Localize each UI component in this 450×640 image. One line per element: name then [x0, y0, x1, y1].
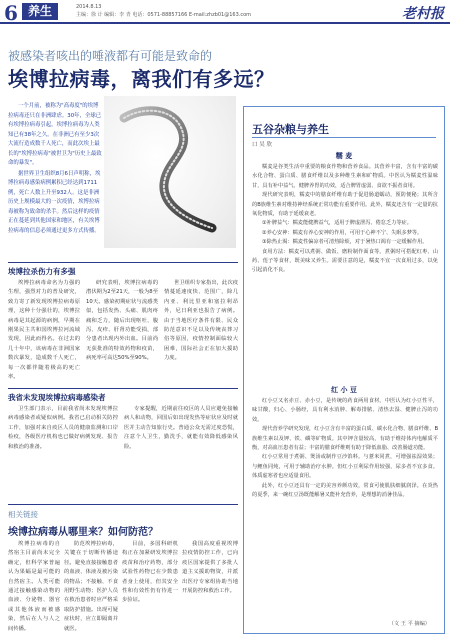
body-paragraph: 研究表明，埃博拉病毒的潜伏期为2至21天，一般为8至10天。感染初期症状与流感类似，包括发热、头痛、肌肉疼痛和乏力，随后出现呕吐、腹泻、皮疹、肝肾功能受损，部分患者出现内外出血。目前尚无获批准的特效药物和疫苗，病死率可高达50%至90%。: [86, 280, 158, 362]
section1-column-1: [8, 279, 80, 383]
article-headline: 埃博拉病毒，离我们有多远？: [8, 67, 275, 91]
section1-column-3: [164, 279, 238, 383]
sidebar-paragraph: 红小豆常用于煮粥、煲汤或制作豆沙馅料。与薏米同煮，可增强祛湿效果；与鲤鱼同炖，可用于辅助治疗水肿。但红小豆利尿作用较强，尿多者不宜多食。体质虚寒者也应适量食用。: [252, 454, 438, 480]
body-paragraph: 专家提醒，近期前往疫区的人员应避免接触病人和动物，回国后如出现发热等症状应及时就医并主动告知旅行史。普通公众无需过度恐慌，注意个人卫生，勤洗手，就能有效降低感染风险。: [124, 406, 238, 450]
sidebar-rule: [252, 137, 436, 138]
sidebar-paragraph: 此外，红小豆还具有一定的美容养颜功效，常食可使肌肤细腻润泽。在炎热的夏季，来一碗红豆汤既能解暑又能补充营养，是理想的消暑佳品。: [252, 482, 438, 499]
section3-column-2: [64, 540, 118, 636]
body-paragraph: 埃博拉病毒命名为力强的生理，强烈对力的普及研究，致力寄了新发现埃博拉病毒原理，这种十分强壮的，埃博拉病毒是其起源的病例，早期在刚果民主共和国埃博拉河流域发现，因此而得名。在过去的几十年中，该病毒在非洲国家数次暴发，造成数千人死亡，每一次都伴随着极高的死亡率。: [8, 280, 80, 381]
sidebar-paragraph: ②养心安神：糯麦有养心安神的作用，可用于心神不宁、失眠多梦等。: [262, 229, 423, 236]
sidebar-title: 五谷杂粮与养生: [252, 123, 329, 136]
sidebar-signature: （文 王 平 摘编）: [388, 621, 430, 627]
section3-column-4: [182, 540, 238, 636]
section2-column-2: [124, 405, 238, 499]
section-label: 养生: [22, 3, 58, 20]
section3-column-3: [122, 540, 178, 636]
article-lead: [8, 102, 102, 237]
section2-column-1: [8, 405, 118, 499]
sidebar-paragraph: 红小豆又名赤豆、赤小豆，是传统的药食两用食材。中医认为红小豆性平，味甘酸，归心、小肠经，具有利水消肿、解毒排脓、清热去湿、健脾止泻的功效。: [252, 398, 438, 423]
section-rule: [8, 262, 238, 263]
header-date: 2014.8.13: [76, 4, 102, 10]
body-paragraph: 防范埃博拉病毒，关键在于切断传播途径。避免直接接触患者的血液、体液及被污染的物品；不接触、不食用野生动物；医护人员在救治患者时应严格采取防护措施。出现可疑症状时，应立即隔离并就医。: [64, 541, 118, 632]
virus-illustration: [104, 96, 236, 248]
page-number: 6: [4, 1, 18, 25]
section-rule: [8, 388, 238, 389]
body-paragraph: 目前，多国科研机构正在加紧研发埃博拉疫苗和治疗药物，部分试验性药物已在少数患者身上使用，但其安全性和有效性仍有待进一步验证。: [122, 541, 178, 604]
sidebar-text-2: [252, 397, 438, 619]
section1-heading: 埃博拉杀伤力有多强: [8, 267, 76, 276]
section3-heading: 埃博拉病毒从哪里来？如何防范？: [8, 527, 158, 538]
sidebar-paragraph: ①补脾益气：糯麦能健脾益气，适用于脾虚泄泻、倦怠乏力等症。: [262, 220, 412, 227]
sidebar-paragraph: 糯麦是谷类生活中重要的粮食作物和营养食品。其营养丰富，含有丰富的碳水化合物、蛋白质、膳食纤维以及多种维生素和矿物质。中医认为糯麦性温味甘，具有补中益气、健脾养胃的功效，适合脾胃虚弱、食欲不振者食用。: [252, 164, 438, 189]
header-editors: 主编：徐 计 编辑：李 青 电话：0571-88857166 E-mail:zhzb01@163.com: [76, 12, 252, 18]
sidebar-subheading-2: 红 小 豆: [331, 386, 357, 394]
body-paragraph: 卫生部门表示，目前我省尚未发现埃博拉病毒感染者或疑似病例。我省已启动相关防控工作，加强对来自疫区人员的健康监测和口岸检疫，各级医疗机构也已做好病例发现、报告和救治的准备。: [8, 406, 118, 450]
lead-paragraph: 一个月前，被称为"高毒度"的埃博拉病毒还只在非洲肆虐。30年，全球已有埃博拉病毒引起，埃博拉病毒为人类知已有38年之久。在非洲已有至少3次大流行造成数千人死亡，而此次埃上最长的"埃博拉病毒"被世卫为"历史上最致命的暴发"。: [8, 103, 102, 166]
health-sidebar: [243, 106, 445, 634]
sidebar-paragraph: ③除热止渴：糯麦性偏凉者可清热除烦，对于暑热口渴有一定缓解作用。: [262, 239, 428, 246]
header-meta: [76, 3, 251, 19]
sidebar-text-1: [252, 163, 438, 381]
body-paragraph: 世卫组织专家指出，此次疫情蔓延速度快、范围广，除几内亚、利比里亚和塞拉利昂外，尼日利亚也报告了病例。由于当地医疗条件有限、民众防范意识不足以及传统丧葬习俗等原因，疫情控制面临较大困难，国际社会正在加大援助力度。: [164, 280, 238, 362]
sidebar-paragraph: 食用方法：糯麦可以煮粥、做饭、磨粉制作面食等。煮粥时可搭配红枣、山药、莲子等食材，既美味又养生。需要注意的是，糯麦不宜一次食用过多，以免引起消化不良。: [252, 248, 438, 274]
body-paragraph: 埃博拉病毒的自然宿主目前尚未完全确定，但科学家普遍认为果蝠是最可能的自然宿主。人类可能通过接触感染动物的血液、分泌物、器官或其他体液而被感染，然后在人与人之间传播。: [8, 541, 60, 632]
ebola-virus-image: [104, 96, 236, 248]
article-kicker: 被感染者咳出的唾液都有可能是致命的: [8, 49, 213, 63]
paper-name: 老村报: [402, 6, 444, 22]
section3-column-1: [8, 540, 60, 636]
sidebar-subheading-1: 糯 麦: [335, 152, 353, 160]
lead-paragraph: 据世界卫生组织8月6日声明称，埃博拉病毒感染病例累积已经达到1711例，死亡人数上升至932人。这是非洲历史上规模最大的一次疫情，埃博拉病毒被称为致命的杀手。然后这样的疫情正在蔓延到其他国家和地区，有关埃博拉病毒的信息必须通过更多方式传播。: [8, 170, 101, 234]
section1-column-2: [86, 279, 158, 383]
section3-label: 相关链接: [8, 510, 38, 519]
sidebar-paragraph: 现代营养学研究发现，红小豆含有丰富的蛋白质、碳水化合物、膳食纤维、B族维生素以及钾、铁、磷等矿物质。其中钾含量较高，有助于维持体内电解质平衡，对高血压患者有益；丰富的膳食纤维则有助于降低血脂、改善肠道功能。: [252, 426, 438, 452]
sidebar-byline: 口 吴 欣: [252, 142, 272, 148]
body-paragraph: 我国高度重视埃博拉疫情防控工作，已向疫区国家提供了多批人道主义援助物资，并派出医疗专家组协助当地开展防控和救治工作。: [182, 541, 238, 595]
section-rule: [8, 504, 238, 505]
page-header: [0, 0, 450, 24]
section2-heading: 我省未发现埃博拉病毒感染者: [8, 393, 106, 402]
sidebar-paragraph: 现代研究表明，糯麦中的膳食纤维有助于促进肠道蠕动，预防便秘；其所含的B族维生素对维持神经系统正常功能有重要作用。此外，糯麦还含有一定量的抗氧化物质，有助于延缓衰老。: [252, 192, 438, 218]
